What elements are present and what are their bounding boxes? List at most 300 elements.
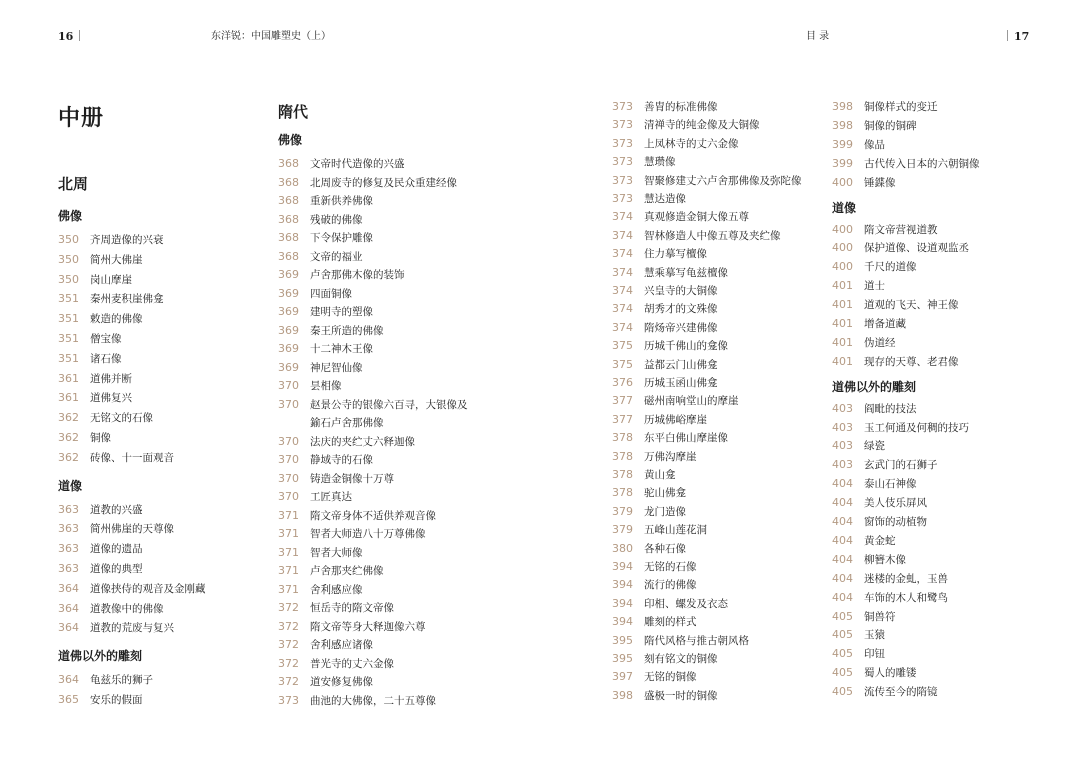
toc-entry-title: 铜兽符 (864, 611, 896, 623)
header-divider-right (1007, 30, 1008, 41)
toc-page-number: 378 (612, 450, 633, 463)
toc-entry[interactable] (278, 340, 578, 358)
toc-entry-title: 残破的佛像 (310, 214, 363, 226)
toc-page-number: 373 (612, 137, 633, 150)
toc-entry[interactable] (612, 245, 822, 263)
toc-entry[interactable] (612, 264, 822, 282)
toc-entry-title: 隋文帝等身大释迦像六尊 (310, 621, 426, 633)
toc-entry[interactable] (832, 419, 1032, 437)
toc-entry[interactable] (612, 392, 822, 410)
toc-entry-title: 道像的遗品 (90, 543, 143, 555)
toc-page-number: 376 (612, 376, 633, 389)
toc-page-number: 374 (612, 210, 633, 223)
toc-entry-title: 道像挟侍的观音及金刚藏 (90, 583, 206, 595)
toc-entry-title: 驼山佛龛 (644, 487, 686, 499)
toc-page-number: 350 (58, 273, 79, 286)
right-page-number: 17 (1014, 30, 1030, 43)
toc-page-number: 400 (832, 241, 853, 254)
toc-entry-title: 敕造的佛像 (90, 313, 143, 325)
toc-entry-title: 黄山龛 (644, 469, 676, 481)
toc-page-number: 361 (58, 372, 79, 385)
toc-entry[interactable] (832, 315, 1032, 333)
toc-entry-title: 普光寺的丈六金像 (310, 658, 394, 670)
toc-page-number: 373 (612, 155, 633, 168)
toc-page-number: 368 (278, 213, 299, 226)
toc-page-number: 363 (58, 503, 79, 516)
toc-entry-title: 无铭的石像 (644, 561, 697, 573)
toc-entry-title: 历城千佛山的龛像 (644, 340, 728, 352)
toc-entry[interactable] (278, 562, 578, 580)
toc-page-number: 373 (612, 100, 633, 113)
toc-entry[interactable] (58, 370, 248, 388)
toc-page-number: 398 (832, 119, 853, 132)
toc-page-number: 369 (278, 324, 299, 337)
toc-entry-title: 益都云门山佛龛 (644, 359, 718, 371)
toc-entry-title: 历城玉函山佛龛 (644, 377, 718, 389)
toc-page-number: 404 (832, 591, 853, 604)
toc-entry[interactable] (278, 285, 578, 303)
toc-page-number: 404 (832, 477, 853, 490)
toc-entry[interactable] (612, 98, 822, 116)
toc-entry-title: 神尼智仙像 (310, 362, 363, 374)
toc-page-number: 375 (612, 358, 633, 371)
toc-entry-title: 隋炀帝兴建佛像 (644, 322, 718, 334)
toc-entry[interactable] (58, 560, 248, 578)
toc-entry-title: 绿瓷 (864, 440, 885, 452)
toc-page-number: 404 (832, 515, 853, 528)
section-heading: 道佛以外的雕刻 (58, 649, 143, 664)
toc-page-number: 405 (832, 610, 853, 623)
toc-entry[interactable] (278, 618, 578, 636)
toc-entry[interactable] (612, 190, 822, 208)
toc-entry-title: 清禅寺的纯金像及大铜像 (644, 119, 760, 131)
toc-entry-title: 道士 (864, 280, 885, 292)
toc-entry[interactable] (278, 174, 578, 192)
toc-entry[interactable] (612, 208, 822, 226)
toc-page-number: 378 (612, 431, 633, 444)
toc-entry-title: 铜像样式的变迁 (864, 101, 938, 113)
toc-entry-title: 美人伎乐屏风 (864, 497, 927, 509)
toc-entry-title: 齐周造像的兴衰 (90, 234, 164, 246)
toc-entry-title: 十二神木王像 (310, 343, 373, 355)
toc-page-number: 369 (278, 342, 299, 355)
toc-entry[interactable] (278, 488, 578, 506)
toc-page-number: 394 (612, 597, 633, 610)
section-heading: 道佛以外的雕刻 (832, 379, 917, 394)
book-title: 东洋锐：中国雕塑史（上） (211, 31, 331, 42)
toc-entry-title: 历城佛峪摩崖 (644, 414, 707, 426)
toc-entry-title: 刻有铭文的铜像 (644, 653, 718, 665)
toc-entry[interactable] (58, 231, 248, 249)
toc-entry[interactable] (58, 691, 248, 709)
toc-entry[interactable] (612, 558, 822, 576)
toc-entry[interactable] (612, 576, 822, 594)
toc-page-number: 374 (612, 321, 633, 334)
toc-entry[interactable] (278, 507, 578, 525)
toc-entry[interactable] (278, 599, 578, 617)
toc-entry[interactable] (612, 300, 822, 318)
toc-entry[interactable] (832, 626, 1032, 644)
toc-page-number: 403 (832, 458, 853, 471)
toc-page-number: 372 (278, 620, 299, 633)
toc-page-number: 404 (832, 572, 853, 585)
toc-page-number: 372 (278, 601, 299, 614)
toc-page-number: 405 (832, 685, 853, 698)
toc-entry[interactable] (612, 540, 822, 558)
toc-entry-title: 玉工何通及何稠的技巧 (864, 422, 969, 434)
toc-entry-title: 道像的典型 (90, 563, 143, 575)
toc-entry[interactable] (612, 153, 822, 171)
toc-entry[interactable] (278, 581, 578, 599)
toc-entry[interactable] (278, 377, 578, 395)
toc-entry-title: 无铭文的石像 (90, 412, 153, 424)
toc-entry[interactable] (612, 632, 822, 650)
toc-page-number: 378 (612, 486, 633, 499)
toc-page-number: 373 (612, 118, 633, 131)
toc-entry-title: 道佛复兴 (90, 392, 132, 404)
section-heading: 佛像 (58, 209, 83, 223)
toc-entry[interactable] (612, 650, 822, 668)
toc-entry[interactable] (278, 155, 578, 173)
toc-entry[interactable] (832, 456, 1032, 474)
toc-entry-title: 诸石像 (90, 353, 122, 365)
toc-page-number: 372 (278, 657, 299, 670)
toc-entry-title: 胡秀才的文殊像 (644, 303, 718, 315)
toc-entry[interactable] (58, 501, 248, 519)
toc-entry[interactable] (58, 330, 248, 348)
toc-entry[interactable] (832, 475, 1032, 493)
toc-page-number: 368 (278, 194, 299, 207)
toc-entry[interactable] (832, 570, 1032, 588)
toc-entry[interactable] (612, 356, 822, 374)
toc-entry[interactable] (832, 296, 1032, 314)
toc-page-number: 400 (832, 260, 853, 273)
toc-entry-title: 蜀人的雕镂 (864, 667, 917, 679)
section-title: 目 录 (806, 31, 830, 42)
toc-entry[interactable] (832, 117, 1032, 135)
toc-entry-title: 安乐的假面 (90, 694, 143, 706)
toc-page-number: 378 (612, 468, 633, 481)
toc-page-number: 368 (278, 250, 299, 263)
toc-entry[interactable] (832, 353, 1032, 371)
toc-entry-title: 隋文帝营视道教 (864, 224, 938, 236)
toc-entry[interactable] (612, 484, 822, 502)
toc-entry-title: 流传至今的隋镜 (864, 686, 938, 698)
toc-entry-title: 善胄的标准佛像 (644, 101, 718, 113)
toc-page-number: 370 (278, 398, 299, 411)
toc-entry[interactable] (612, 466, 822, 484)
toc-entry[interactable] (58, 520, 248, 538)
toc-page-number: 401 (832, 317, 853, 330)
toc-entry[interactable] (278, 451, 578, 469)
toc-entry-title: 龙门造像 (644, 506, 686, 518)
toc-entry[interactable] (278, 192, 578, 210)
toc-entry-title: 道观的飞天、神王像 (864, 299, 959, 311)
era-heading: 北周 (58, 175, 89, 193)
toc-entry[interactable] (278, 673, 578, 691)
toc-entry-title: 迷楼的金虬，玉兽 (864, 573, 948, 585)
toc-page-number: 403 (832, 402, 853, 415)
toc-entry-title: 道佛并断 (90, 373, 132, 385)
toc-entry[interactable] (832, 608, 1032, 626)
toc-entry[interactable] (278, 525, 578, 543)
toc-entry-title: 兴皇寺的大铜像 (644, 285, 718, 297)
toc-entry[interactable] (612, 374, 822, 392)
toc-entry-title: 万佛沟摩崖 (644, 451, 697, 463)
section-heading: 佛像 (278, 133, 303, 147)
toc-entry-title: 恒岳寺的隋文帝像 (310, 602, 394, 614)
toc-entry-title: 伪道经 (864, 337, 896, 349)
toc-entry[interactable] (58, 271, 248, 289)
toc-page-number: 373 (612, 192, 633, 205)
toc-entry-title: 锤鍱像 (864, 177, 896, 189)
toc-page-number: 405 (832, 647, 853, 660)
toc-page-number: 405 (832, 628, 853, 641)
toc-page-number: 364 (58, 602, 79, 615)
toc-entry[interactable] (278, 303, 578, 321)
toc-entry[interactable] (832, 683, 1032, 701)
toc-entry[interactable] (832, 155, 1032, 173)
toc-entry[interactable] (832, 98, 1032, 116)
toc-page-number: 362 (58, 451, 79, 464)
toc-entry[interactable] (832, 532, 1032, 550)
toc-entry[interactable] (58, 251, 248, 269)
toc-entry-title: 重新供养佛像 (310, 195, 373, 207)
toc-entry-title: 赵景公寺的银像六百寻，大银像及 (310, 399, 468, 411)
toc-entry-title: 道安修复佛像 (310, 676, 373, 688)
toc-entry[interactable] (612, 172, 822, 190)
toc-entry[interactable] (612, 116, 822, 134)
toc-page-number: 395 (612, 634, 633, 647)
toc-entry[interactable] (612, 429, 822, 447)
toc-page-number: 400 (832, 223, 853, 236)
toc-entry-title: 隋代风格与推古朝风格 (644, 635, 749, 647)
toc-entry-title: 岗山摩崖 (90, 274, 132, 286)
toc-entry[interactable] (832, 664, 1032, 682)
toc-entry[interactable] (58, 350, 248, 368)
toc-page-number: 399 (832, 157, 853, 170)
toc-page-number: 371 (278, 564, 299, 577)
toc-entry[interactable] (278, 229, 578, 247)
toc-entry[interactable] (612, 411, 822, 429)
toc-entry-title: 铸造金铜像十万尊 (310, 473, 394, 485)
toc-entry[interactable] (58, 600, 248, 618)
toc-page-number: 370 (278, 435, 299, 448)
toc-entry-title: 阎毗的技法 (864, 403, 917, 415)
toc-entry-title: 道教像中的佛像 (90, 603, 164, 615)
toc-page-number: 400 (832, 176, 853, 189)
toc-entry-title: 磁州南响堂山的摩崖 (644, 395, 739, 407)
toc-entry-title: 昙相像 (310, 380, 342, 392)
toc-page-number: 351 (58, 332, 79, 345)
toc-entry[interactable] (612, 521, 822, 539)
toc-entry-title: 卢舍那夹纻佛像 (310, 565, 384, 577)
toc-entry[interactable] (278, 396, 578, 414)
toc-page-number: 371 (278, 546, 299, 559)
toc-entry-title: 印相、螺发及衣态 (644, 598, 728, 610)
toc-entry[interactable] (832, 136, 1032, 154)
toc-page-number: 394 (612, 615, 633, 628)
left-page-number: 16 (58, 30, 74, 43)
toc-page-number: 403 (832, 421, 853, 434)
toc-page-number: 362 (58, 431, 79, 444)
toc-page-number: 370 (278, 472, 299, 485)
toc-page-number: 364 (58, 582, 79, 595)
toc-entry[interactable] (832, 494, 1032, 512)
toc-page-number: 375 (612, 339, 633, 352)
section-heading: 道像 (58, 478, 83, 493)
toc-entry[interactable] (278, 433, 578, 451)
toc-entry-title: 东平白佛山摩崖像 (644, 432, 728, 444)
toc-page-number: 401 (832, 279, 853, 292)
toc-entry-title: 建明寺的塑像 (310, 306, 373, 318)
toc-entry[interactable] (278, 544, 578, 562)
toc-entry-continuation: 鍮石卢舍那佛像 (310, 417, 384, 429)
toc-entry[interactable] (58, 619, 248, 637)
toc-page-number: 371 (278, 583, 299, 596)
toc-entry[interactable] (58, 290, 248, 308)
toc-page-number: 373 (278, 694, 299, 707)
toc-entry-title: 铜像的铜碑 (864, 120, 917, 132)
toc-entry-title: 现存的天尊、老君像 (864, 356, 959, 368)
toc-entry-title: 舍利感应像 (310, 584, 363, 596)
toc-entry-title: 像品 (864, 139, 885, 151)
toc-entry-title: 简州大佛崖 (90, 254, 143, 266)
toc-entry[interactable] (612, 687, 822, 705)
toc-entry-title: 智林修造人中像五尊及夹纻像 (644, 230, 781, 242)
toc-entry[interactable] (612, 613, 822, 631)
toc-entry[interactable] (832, 239, 1032, 257)
toc-entry[interactable] (278, 655, 578, 673)
toc-page-number: 350 (58, 233, 79, 246)
toc-entry[interactable] (612, 227, 822, 245)
toc-page-number: 401 (832, 298, 853, 311)
toc-entry-title: 下令保护雕像 (310, 232, 373, 244)
toc-page-number: 374 (612, 266, 633, 279)
toc-page-number: 370 (278, 490, 299, 503)
toc-entry[interactable] (58, 429, 248, 447)
toc-entry[interactable] (832, 437, 1032, 455)
toc-entry-title: 黄金蛇 (864, 535, 896, 547)
toc-page-number: 368 (278, 176, 299, 189)
toc-entry[interactable] (832, 400, 1032, 418)
toc-entry[interactable] (278, 692, 578, 710)
toc-entry-title: 简州佛崖的天尊像 (90, 523, 174, 535)
toc-page-number: 361 (58, 391, 79, 404)
toc-entry[interactable] (612, 595, 822, 613)
toc-entry[interactable] (832, 551, 1032, 569)
toc-entry[interactable] (832, 174, 1032, 192)
toc-entry-title: 龟兹乐的狮子 (90, 674, 153, 686)
toc-entry-title: 法庆的夹纻丈六释迦像 (310, 436, 415, 448)
toc-page-number: 405 (832, 666, 853, 679)
header-divider-left (79, 30, 80, 41)
toc-entry-title: 僧宝像 (90, 333, 122, 345)
toc-entry-title: 文帝的福业 (310, 251, 363, 263)
toc-page-number: 373 (612, 174, 633, 187)
toc-entry[interactable] (612, 282, 822, 300)
toc-page-number: 363 (58, 542, 79, 555)
toc-entry[interactable] (278, 359, 578, 377)
toc-page-number: 397 (612, 670, 633, 683)
toc-page-number: 399 (832, 138, 853, 151)
toc-entry[interactable] (612, 668, 822, 686)
toc-entry[interactable] (612, 319, 822, 337)
toc-entry-title: 秦王所造的佛像 (310, 325, 384, 337)
toc-entry-title: 保护道像、设道观监丞 (864, 242, 969, 254)
toc-entry[interactable] (612, 135, 822, 153)
toc-entry-title: 五峰山莲花洞 (644, 524, 707, 536)
toc-page-number: 374 (612, 284, 633, 297)
toc-entry-title: 玉猿 (864, 629, 885, 641)
toc-page-number: 368 (278, 157, 299, 170)
toc-entry-title: 真观修造金铜大像五尊 (644, 211, 749, 223)
toc-entry-title: 秦州麦积崖佛龛 (90, 293, 164, 305)
toc-entry-title: 盛极一时的铜像 (644, 690, 718, 702)
toc-entry[interactable] (58, 310, 248, 328)
toc-page-number: 350 (58, 253, 79, 266)
toc-page-number: 369 (278, 305, 299, 318)
toc-page-number: 401 (832, 355, 853, 368)
toc-entry[interactable] (58, 671, 248, 689)
toc-entry[interactable] (832, 334, 1032, 352)
toc-entry[interactable] (612, 448, 822, 466)
toc-page-number: 379 (612, 523, 633, 536)
toc-entry[interactable] (832, 513, 1032, 531)
toc-entry-title: 舍利感应诸像 (310, 639, 373, 651)
toc-entry[interactable] (832, 221, 1032, 239)
toc-page-number: 404 (832, 534, 853, 547)
toc-page-number: 370 (278, 379, 299, 392)
toc-page-number: 371 (278, 527, 299, 540)
toc-entry-title: 古代传入日本的六朝铜像 (864, 158, 980, 170)
toc-page-number: 351 (58, 352, 79, 365)
toc-entry-title: 车饰的木人和鹭鸟 (864, 592, 948, 604)
toc-entry[interactable] (58, 540, 248, 558)
toc-entry[interactable] (278, 636, 578, 654)
toc-entry[interactable] (278, 322, 578, 340)
toc-entry[interactable] (278, 470, 578, 488)
toc-page-number: 362 (58, 411, 79, 424)
toc-entry[interactable] (278, 211, 578, 229)
toc-entry[interactable] (58, 449, 248, 467)
toc-entry[interactable] (832, 258, 1032, 276)
toc-entry[interactable] (58, 409, 248, 427)
toc-entry-title: 玄武门的石狮子 (864, 459, 938, 471)
toc-page-number: 372 (278, 638, 299, 651)
toc-entry[interactable] (278, 248, 578, 266)
toc-entry-title: 慧乘摹写龟兹檀像 (644, 267, 728, 279)
toc-page-number: 369 (278, 268, 299, 281)
toc-entry[interactable] (832, 645, 1032, 663)
toc-entry-title: 道教的荒废与复兴 (90, 622, 174, 634)
toc-entry[interactable] (612, 503, 822, 521)
toc-page-number: 374 (612, 302, 633, 315)
toc-entry[interactable] (58, 580, 248, 598)
toc-entry[interactable] (832, 277, 1032, 295)
toc-entry[interactable] (832, 589, 1032, 607)
toc-entry[interactable] (58, 389, 248, 407)
toc-entry[interactable] (278, 266, 578, 284)
toc-page-number: 368 (278, 231, 299, 244)
toc-entry[interactable] (612, 337, 822, 355)
toc-entry-title: 泰山石神像 (864, 478, 917, 490)
toc-page-number: 369 (278, 287, 299, 300)
toc-entry-title: 四面铜像 (310, 288, 352, 300)
toc-page-number: 380 (612, 542, 633, 555)
toc-page-number: 372 (278, 675, 299, 688)
toc-entry-title: 曲池的大佛像，二十五尊像 (310, 695, 436, 707)
